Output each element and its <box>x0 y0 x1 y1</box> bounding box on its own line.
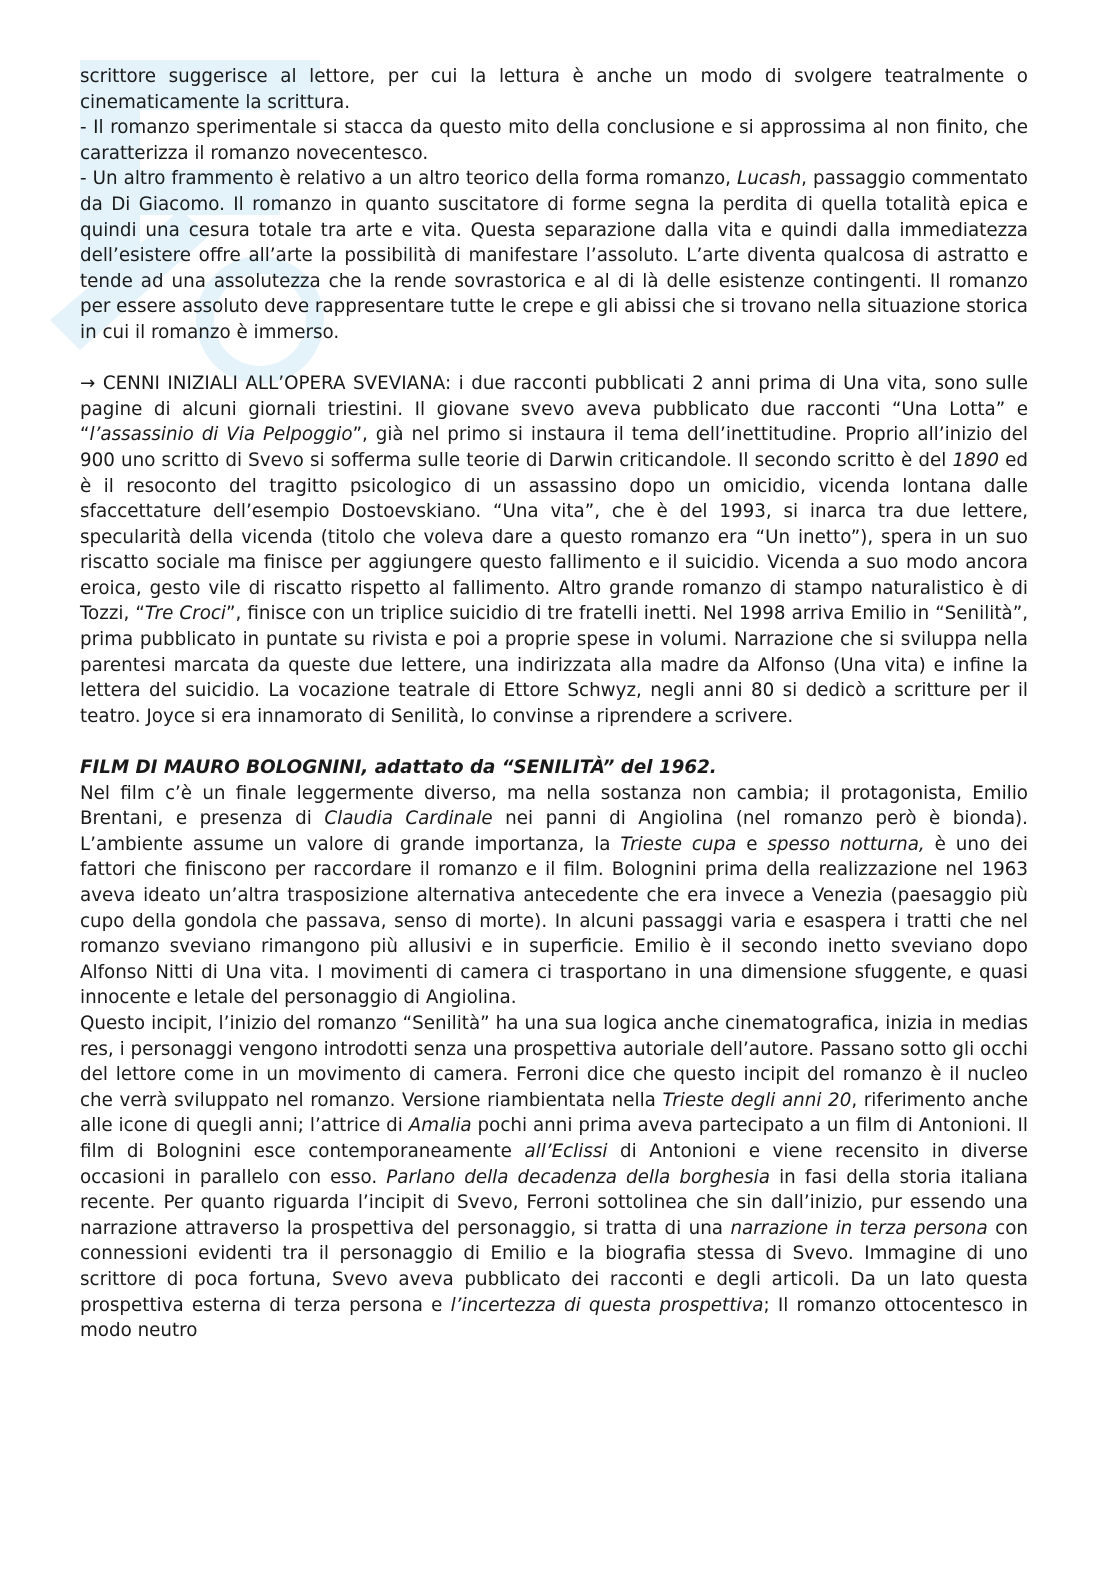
paragraph-4 <box>80 371 1028 729</box>
italic-run: l’incertezza di questa prospettiva <box>450 1294 764 1316</box>
italic-run: all’Eclissi <box>524 1140 608 1162</box>
section-heading: FILM DI MAURO BOLOGNINI, adattato da “SENILITÀ” del 1962. <box>80 757 717 779</box>
text-run: ”, finisce con un triplice suicidio di tre fratelli inetti. Nel 1998 arriva Emilio in “Senilità”, prima pubblicato in puntate su rivista e poi a proprie spese in volumi. Narrazione che si sviluppa nella parentesi marcata da queste due lettere, una indirizzata alla madre da Alfonso (Una vita) e infine la lettera del suicidio. La vocazione teatrale di Ettore Schwyz, negli anni 80 si dedicò a scritture per il teatro. Joyce si era innamorato di Senilità, lo convinse a riprendere a scrivere. <box>80 603 1029 727</box>
italic-run: spesso notturna, <box>767 833 925 855</box>
text-run: con connessioni evidenti tra il personaggio di Emilio e la biografia stessa di Svevo. Immagine di uno scrittore di poca fortuna, Svevo aveva pubblicato dei racconti e degli articoli. Da un lato questa prospettiva esterna di terza persona e <box>80 1217 1028 1316</box>
text-run: e <box>736 833 768 855</box>
paragraph-3 <box>80 166 1028 345</box>
blank-line <box>80 729 1028 755</box>
paragraph-1: scrittore suggerisce al lettore, per cui la lettura è anche un modo di svolgere teatralmente o cinematicamente la scrittura. <box>80 66 1028 113</box>
italic-run: Amalia <box>408 1115 472 1137</box>
text-run: Nel film c’è un finale leggermente diverso, ma nella sostanza non cambia; il protagonista, Emilio Brentani, e presenza di <box>80 782 1028 830</box>
text-run: , passaggio commentato da Di Giacomo. Il romanzo in quanto suscitatore di forme segna la perdita di quella totalità epica e quindi una cesura totale tra arte e vita. Questa separazione dalla vita e quindi dalla immediatezza dell’esistere offre all’arte la possibilità di manifestare l’assoluto. L’arte diventa qualcosa di astratto e tende ad una assolutezza che la rende sovrastorica e al di là delle esistenze contingenti. Il romanzo per essere assoluto deve rappresentare tutte le crepe e gli abissi che si trovano nella situazione storica in cui il romanzo è immerso. <box>80 168 1028 343</box>
italic-run: Parlano della decadenza della borghesia <box>386 1166 770 1188</box>
italic-run: 1890 <box>952 449 999 471</box>
text-run: , riferimento anche alle icone di quegli anni; l’attrice di <box>80 1089 1028 1137</box>
text-run: - Un altro frammento è relativo a un altro teorico della forma romanzo, <box>80 168 738 190</box>
text-run: è uno dei fattori che finiscono per raccordare il romanzo e il film. Bolognini prima della realizzazione nel 1963 aveva ideato un’altra trasposizione alternativa antecedente che era invece a Venezia (paesaggio più cupo della gondola che passava, senso di morte). In alcuni passaggi varia e esaspera i tratti che nel romanzo sveviano rimangono più allusivi e in superficie. Emilio è il secondo inetto sveviano dopo Alfonso Nitti di Una vita. I movimenti di camera ci trasportano in una dimensione sfuggente, e quasi innocente e letale del personaggio di Angiolina. <box>80 833 1028 1009</box>
text-run: ”, già nel primo si instaura il tema dell’inettitudine. Proprio all’inizio del 900 uno scritto di Svevo si sofferma sulle teorie di Darwin criticandole. Il secondo scritto è del <box>80 424 1028 471</box>
italic-run: l’assassinio di Via Pelpoggio <box>89 424 353 446</box>
italic-run: Claudia Cardinale <box>324 808 493 830</box>
text-run: nei panni di Angiolina (nel romanzo però è bionda). L’ambiente assume un valore di grande importanza, la <box>80 808 1028 855</box>
text-run: in fasi della storia italiana recente. Per quanto riguarda l’incipit di Svevo, Ferroni sottolinea che sin dall’inizio, pur essendo una narrazione attraverso la prospettiva del personaggio, si tratta di una <box>80 1166 1029 1239</box>
italic-run: Trieste degli anni 20 <box>662 1089 852 1111</box>
text-run: → CENNI INIZIALI ALL’OPERA SVEVIANA: i due racconti pubblicati 2 anni prima di Una vita, sono sulle pagine di alcuni giornali triestini. Il giovane svevo aveva pubblicato due racconti “Una Lotta” e “ <box>80 373 1028 446</box>
document-page <box>80 64 1028 1344</box>
paragraph-6 <box>80 1011 1028 1344</box>
text-run: ; Il romanzo ottocentesco in modo neutro <box>80 1294 1029 1342</box>
italic-run: Trieste cupa <box>620 833 737 855</box>
text-run: Questo incipit, l’inizio del romanzo “Senilità” ha una sua logica anche cinematografica, inizia in medias res, i personaggi vengono introdotti senza una prospettiva autoriale dell’autore. Passano sotto gli occhi del lettore come in un movimento di camera. Ferroni dice che questo incipit del romanzo è il nucleo che verrà sviluppato nel romanzo. Versione riambientata nella <box>80 1012 1028 1111</box>
italic-run: narrazione in terza persona <box>730 1217 988 1239</box>
blank-line <box>80 346 1028 372</box>
paragraph-2: - Il romanzo sperimentale si stacca da questo mito della conclusione e si approssima al non finito, che caratterizza il romanzo novecentesco. <box>80 117 1028 164</box>
italic-run: Lucash <box>737 168 802 190</box>
text-run: ed è il resoconto del tragitto psicologico di un assassino dopo un omicidio, vicenda lontana dalle sfaccettature dell’esempio Dostoevskiano. “Una vita”, che è del 1993, si inarca tra due lettere, specularità della vicenda (titolo che voleva dare a questo romanzo era “Un inetto”), spera in un suo riscatto sociale ma finisce per aggiungere questo fallimento e il suicidio. Vicenda a suo modo ancora eroica, gesto vile di riscatto rispetto al fallimento. Altro grande romanzo di stampo naturalistico è di Tozzi, “ <box>80 449 1028 625</box>
text-run: di Antonioni e viene recensito in diverse occasioni in parallelo con esso. <box>80 1140 1028 1188</box>
italic-run: Tre Croci <box>144 603 227 625</box>
text-run: pochi anni prima aveva partecipato a un film di Antonioni. Il film di Bolognini esce contemporaneamente <box>80 1115 1028 1162</box>
paragraph-5 <box>80 781 1028 1011</box>
